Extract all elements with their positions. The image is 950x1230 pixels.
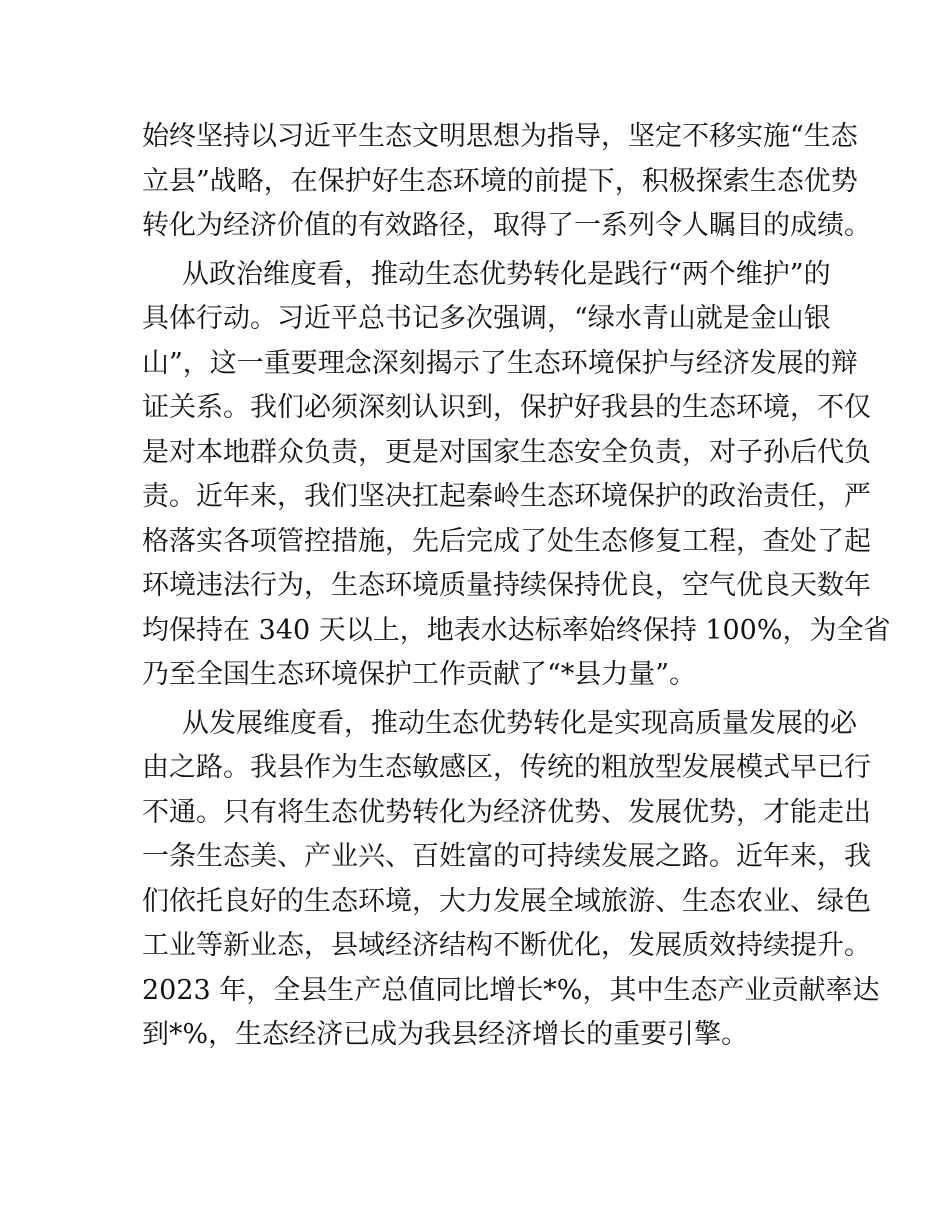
text-line: 不通。只有将生态优势转化为经济优势、发展优势，才能走出 [142,796,871,828]
text-line: 山”，这一重要理念深刻揭示了生态环境保护与经济发展的辩 [142,347,858,379]
text-line: 乃至全国生态环境保护工作贡献了“*县力量”。 [142,659,697,690]
text-line: 转化为经济价值的有效路径，取得了一系列令人瞩目的成绩。 [142,210,871,241]
text-line: 责。近年来，我们坚决扛起秦岭生态环境保护的政治责任，严 [142,481,871,512]
text-line: 一条生态美、产业兴、百姓富的可持续发展之路。近年来，我 [142,841,871,872]
text-line: 们依托良好的生态环境，大力发展全域旅游、生态农业、绿色 [142,885,871,917]
paragraph-1 [142,115,871,249]
text-line: 从政治维度看，推动生态优势转化是践行“两个维护”的 [182,258,831,290]
text-line: 格落实各项管控措施，先后完成了处生态修复工程，查处了起 [142,525,871,557]
text-line: 是对本地群众负责，更是对国家生态安全负责，对子孙后代负 [142,436,871,468]
text-line: 从发展维度看，推动生态优势转化是实现高质量发展的必 [182,707,857,739]
text-line: 始终坚持以习近平生态文明思想为指导，坚定不移实施“生态 [142,121,858,152]
text-line: 2023 年，全县生产总值同比增长*%，其中生态产业贡献率达 [142,974,880,1006]
text-line: 均保持在 340 天以上，地表水达标率始终保持 100%，为全省 [142,614,891,646]
document-page [142,115,891,1058]
text-line: 工业等新业态，县域经济结构不断优化，发展质效持续提升。 [142,930,871,961]
text-line: 证关系。我们必须深刻认识到，保护好我县的生态环境，不仅 [142,392,871,423]
text-line: 到*%，生态经济已成为我县经济增长的重要引擎。 [142,1019,749,1050]
text-line: 具体行动。习近平总书记多次强调，“绿水青山就是金山银 [142,303,831,334]
text-line: 立县”战略，在保护好生态环境的前提下，积极探索生态优势 [142,165,858,197]
paragraph-2 [142,253,891,698]
paragraph-3 [142,702,880,1058]
text-line: 环境违法行为，生态环境质量持续保持优良，空气优良天数年 [142,570,871,601]
text-line: 由之路。我县作为生态敏感区，传统的粗放型发展模式早已行 [142,752,871,783]
